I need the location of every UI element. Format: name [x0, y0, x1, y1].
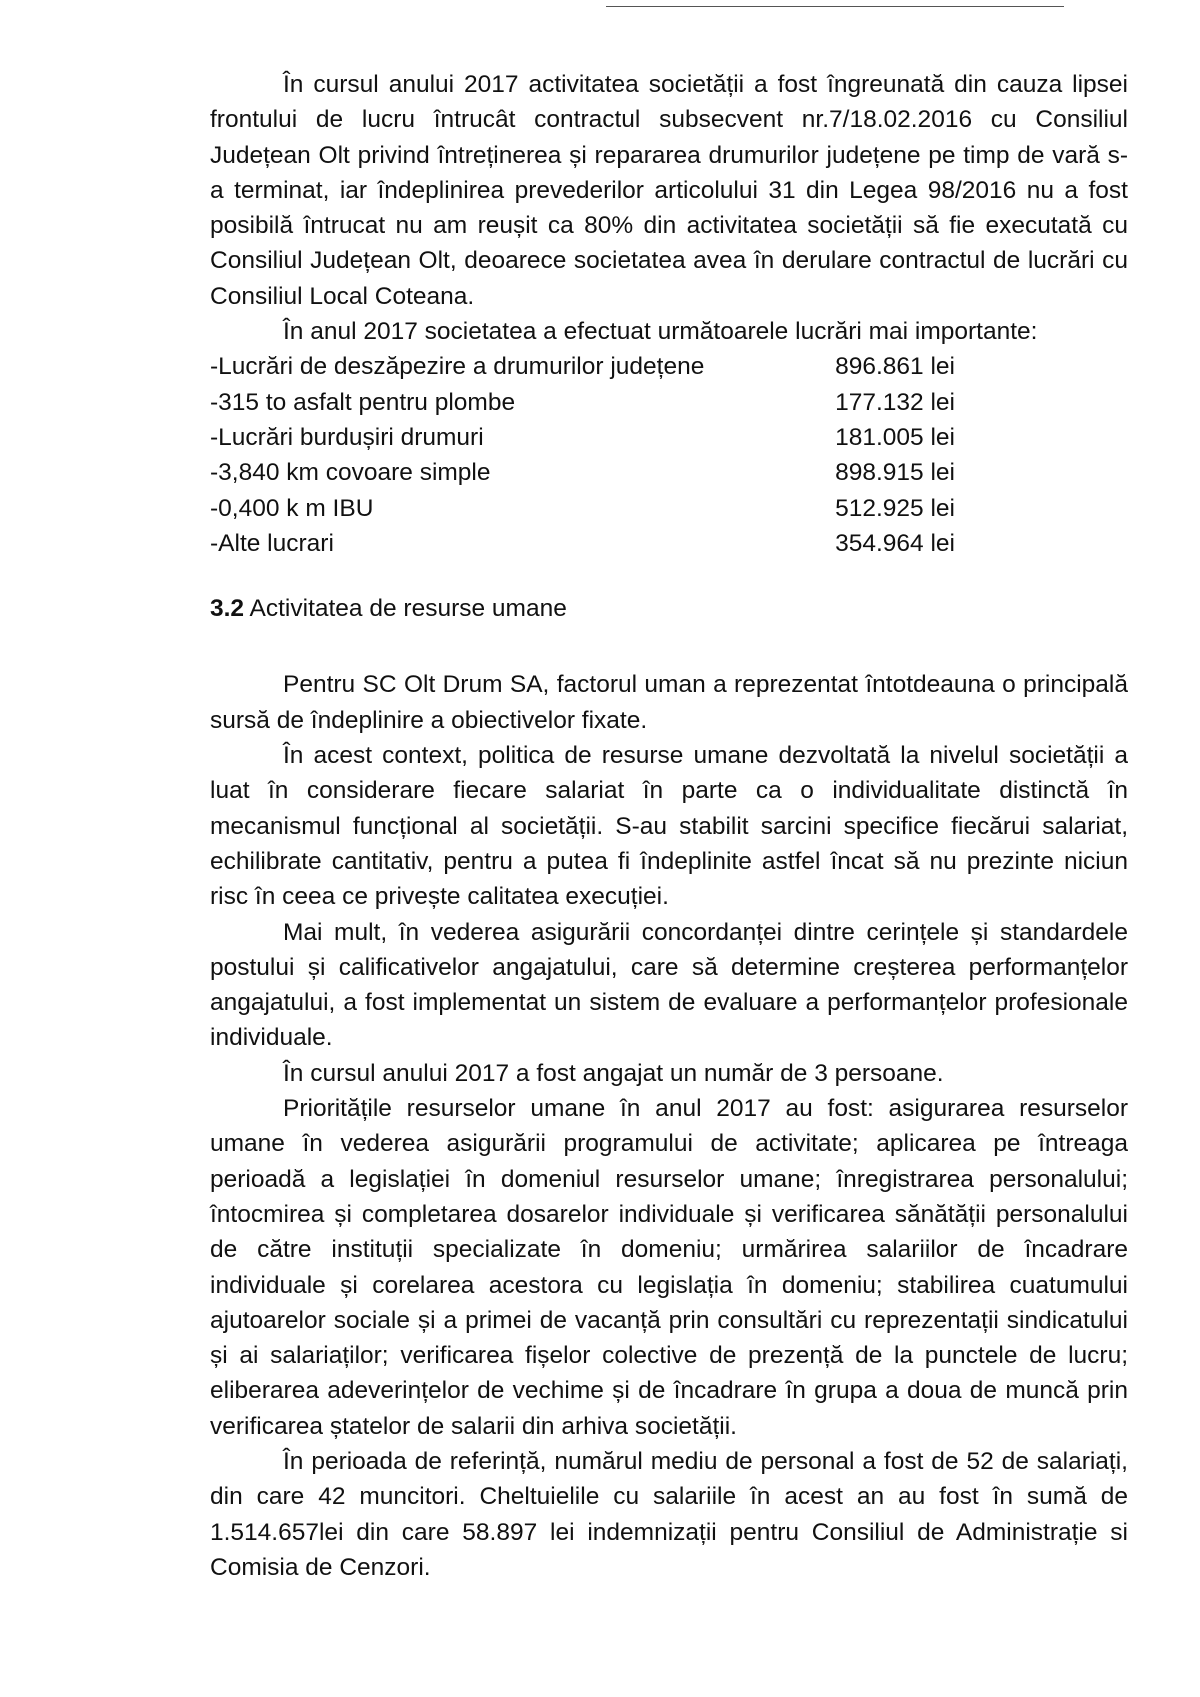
work-value: 354.964 lei [835, 529, 955, 557]
paragraph-hr-priorities: Prioritățile resurselor umane în anul 2017 au fost: asigurarea resurselor umane în vederea asigurării programului de activitate; aplicarea pe întreaga perioadă a legislației în domeniul resurselor umane; înregistrarea personalului; întocmirea și completarea dosarelor individuale și verificarea sănătății personalului de către instituții specializate în domeniu; urmărirea salariilor de încadrare individuale și corelarea acestora cu legislația în domeniu; stabilirea cuatumului ajutoarelor sociale și a primei de vacanță prin consultări cu reprezentații sindicatului și ai salariaților; verificarea fișelor colective de prezență de la punctele de lucru; eliberarea adeverințelor de vechime și de încadrare în grupa a doua de muncă prin verificarea ștatelor de salarii din arhiva societății. [210, 1095, 1128, 1440]
work-name: -315 to asfalt pentru plombe [210, 388, 516, 416]
work-name: -Alte lucrari [210, 529, 334, 557]
work-value: 898.915 lei [835, 459, 955, 487]
work-row [210, 455, 1128, 490]
work-name: -3,840 km covoare simple [210, 459, 491, 487]
work-row [210, 349, 1128, 384]
work-row [210, 420, 1128, 455]
work-name: -Lucrări burdușiri drumuri [210, 423, 484, 451]
paragraph-hr-policy: În acest context, politica de resurse umane dezvoltată la nivelul societății a luat în considerare fiecare salariat în parte ca o individualitate distinctă în mecanismul funcțional al societății. S-au stabilit sarcini specifice fiecărui salariat, echilibrate cantitativ, pentru a putea fi îndeplinite astfel încat să nu prezinte niciun risc în ceea ce privește calitatea execuției. [210, 742, 1128, 911]
work-row [210, 385, 1128, 420]
work-name: -0,400 k m IBU [210, 494, 374, 522]
top-rule [606, 6, 1064, 7]
paragraph-activity-2017: În cursul anului 2017 activitatea societății a fost îngreunată din cauza lipsei frontului de lucru întrucât contractul subsecvent nr.7/18.02.2016 cu Consiliul Județean Olt privind întreținerea și repararea drumurilor județene pe timp de vară s-a terminat, iar îndeplinirea prevederilor articolului 31 din Legea 98/2016 nu a fost posibilă întrucat nu am reușit ca 80% din activitatea societății să fie executată cu Consiliul Județean Olt, deoarece societatea avea în derulare contractul de lucrări cu Consiliul Local Coteana. [210, 71, 1128, 310]
paragraph-evaluation-system: Mai mult, în vederea asigurării concordanței dintre cerințele și standardele postului și calificativelor angajatului, care să determine creșterea performanțelor angajatului, a fost implementat un sistem de evaluare a performanțelor profesionale individuale. [210, 918, 1128, 1052]
work-row [210, 526, 1128, 561]
work-value: 177.132 lei [835, 388, 955, 416]
works-intro: În anul 2017 societatea a efectuat următoarele lucrări mai importante: [283, 318, 1038, 346]
paragraph-staff-costs: În perioada de referință, numărul mediu de personal a fost de 52 de salariați, din care 42 muncitori. Cheltuielile cu salariile în acest an au fost în sumă de 1.514.657lei din care 58.897 lei indemnizații pentru Consiliul de Administrație si Comisia de Cenzori. [210, 1447, 1128, 1581]
works-list [210, 349, 1128, 561]
work-value: 512.925 lei [835, 494, 955, 522]
section-title: Activitatea de resurse umane [249, 595, 567, 623]
section-heading [210, 591, 1128, 626]
paragraph-hiring: În cursul anului 2017 a fost angajat un număr de 3 persoane. [283, 1059, 944, 1087]
work-value: 896.861 lei [835, 353, 955, 381]
work-name: -Lucrări de deszăpezire a drumurilor județene [210, 353, 705, 381]
document-page [210, 67, 1128, 1585]
work-value: 181.005 lei [835, 423, 955, 451]
section-number: 3.2 [210, 595, 245, 623]
work-row [210, 491, 1128, 526]
paragraph-human-factor: Pentru SC Olt Drum SA, factorul uman a reprezentat întotdeauna o principală sursă de îndeplinire a obiectivelor fixate. [210, 671, 1128, 734]
